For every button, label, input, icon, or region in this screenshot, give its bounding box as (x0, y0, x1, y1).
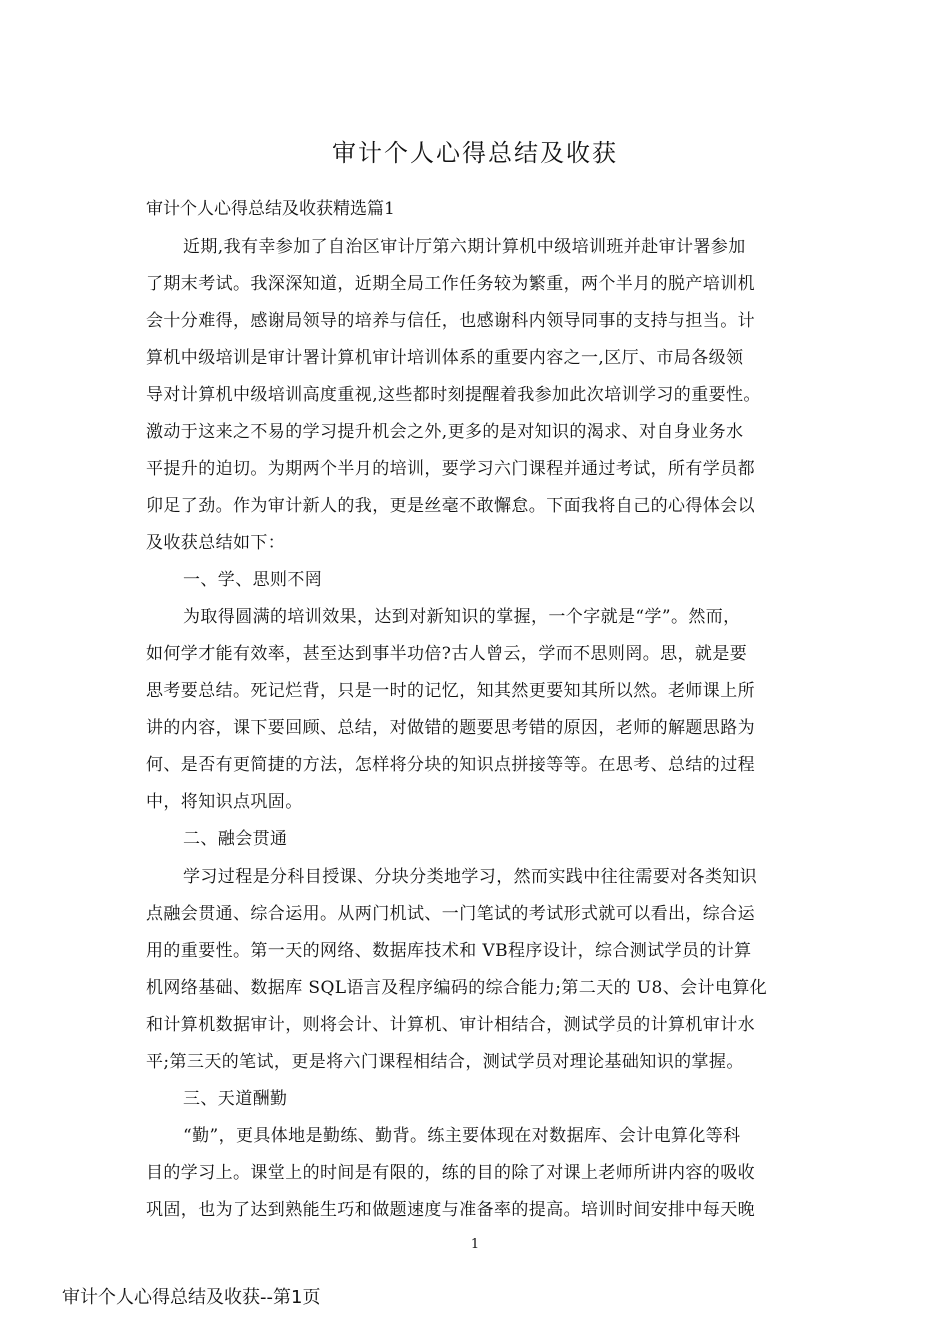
body-line: 如何学才能有效率，甚至达到事半功倍?古人曾云，学而不思则罔。思，就是要 (146, 644, 748, 664)
body-line: 平提升的迫切。为期两个半月的培训，要学习六门课程并通过考试，所有学员都 (146, 459, 755, 479)
body-line: 近期,我有幸参加了自治区审计厅第六期计算机中级培训班并赴审计署参加 (183, 237, 746, 257)
section-heading: 三、天道酬勤 (183, 1089, 288, 1109)
body-line: 用的重要性。第一天的网络、数据库技术和 VB程序设计，综合测试学员的计算 (146, 941, 752, 961)
body-line: 何、是否有更简捷的方法，怎样将分块的知识点拼接等等。在思考、总结的过程 (146, 755, 755, 775)
body-line: 导对计算机中级培训高度重视,这些都时刻提醒着我参加此次培训学习的重要性。 (146, 385, 761, 405)
body-line: 中，将知识点巩固。 (146, 792, 303, 812)
body-line: 和计算机数据审计，则将会计、计算机、审计相结合，测试学员的计算机审计水 (146, 1015, 755, 1035)
body-line: 卯足了劲。作为审计新人的我，更是丝毫不敢懈怠。下面我将自己的心得体会以 (146, 496, 755, 516)
body-line: 会十分难得，感谢局领导的培养与信任，也感谢科内领导同事的支持与担当。计 (146, 311, 755, 331)
body-line: 平;第三天的笔试，更是将六门课程相结合，测试学员对理论基础知识的掌握。 (146, 1052, 744, 1072)
body-line: 机网络基础、数据库 SQL语言及程序编码的综合能力;第二天的 U8、会计电算化 (146, 978, 768, 998)
body-line: 算机中级培训是审计署计算机审计培训体系的重要内容之一,区厅、市局各级领 (146, 348, 744, 368)
body-line: “勤”，更具体地是勤练、勤背。练主要体现在对数据库、会计电算化等科 (183, 1126, 741, 1146)
body-line: 思考要总结。死记烂背，只是一时的记忆，知其然更要知其所以然。老师课上所 (146, 681, 755, 701)
body-line: 学习过程是分科目授课、分块分类地学习，然而实践中往往需要对各类知识 (183, 867, 758, 887)
body-line: 目的学习上。课堂上的时间是有限的，练的目的除了对课上老师所讲内容的吸收 (146, 1163, 755, 1183)
section-subtitle: 审计个人心得总结及收获精选篇1 (146, 199, 395, 219)
section-heading: 一、学、思则不罔 (183, 570, 323, 590)
body-line: 巩固，也为了达到熟能生巧和做题速度与准备率的提高。培训时间安排中每天晚 (146, 1200, 755, 1220)
body-line: 讲的内容，课下要回顾、总结，对做错的题要思考错的原因，老师的解题思路为 (146, 718, 755, 738)
page-number: 1 (470, 1237, 480, 1252)
page-footer-label: 审计个人心得总结及收获--第1页 (62, 1287, 321, 1308)
body-line: 及收获总结如下： (146, 533, 286, 553)
body-line: 激动于这来之不易的学习提升机会之外,更多的是对知识的渴求、对自身业务水 (146, 422, 744, 442)
section-heading: 二、融会贯通 (183, 829, 288, 849)
document-title: 审计个人心得总结及收获 (332, 139, 618, 167)
body-line: 为取得圆满的培训效果，达到对新知识的掌握，一个字就是“学”。然而， (183, 607, 741, 627)
body-line: 了期末考试。我深深知道，近期全局工作任务较为繁重，两个半月的脱产培训机 (146, 274, 755, 294)
body-line: 点融会贯通、综合运用。从两门机试、一门笔试的考试形式就可以看出，综合运 (146, 904, 755, 924)
